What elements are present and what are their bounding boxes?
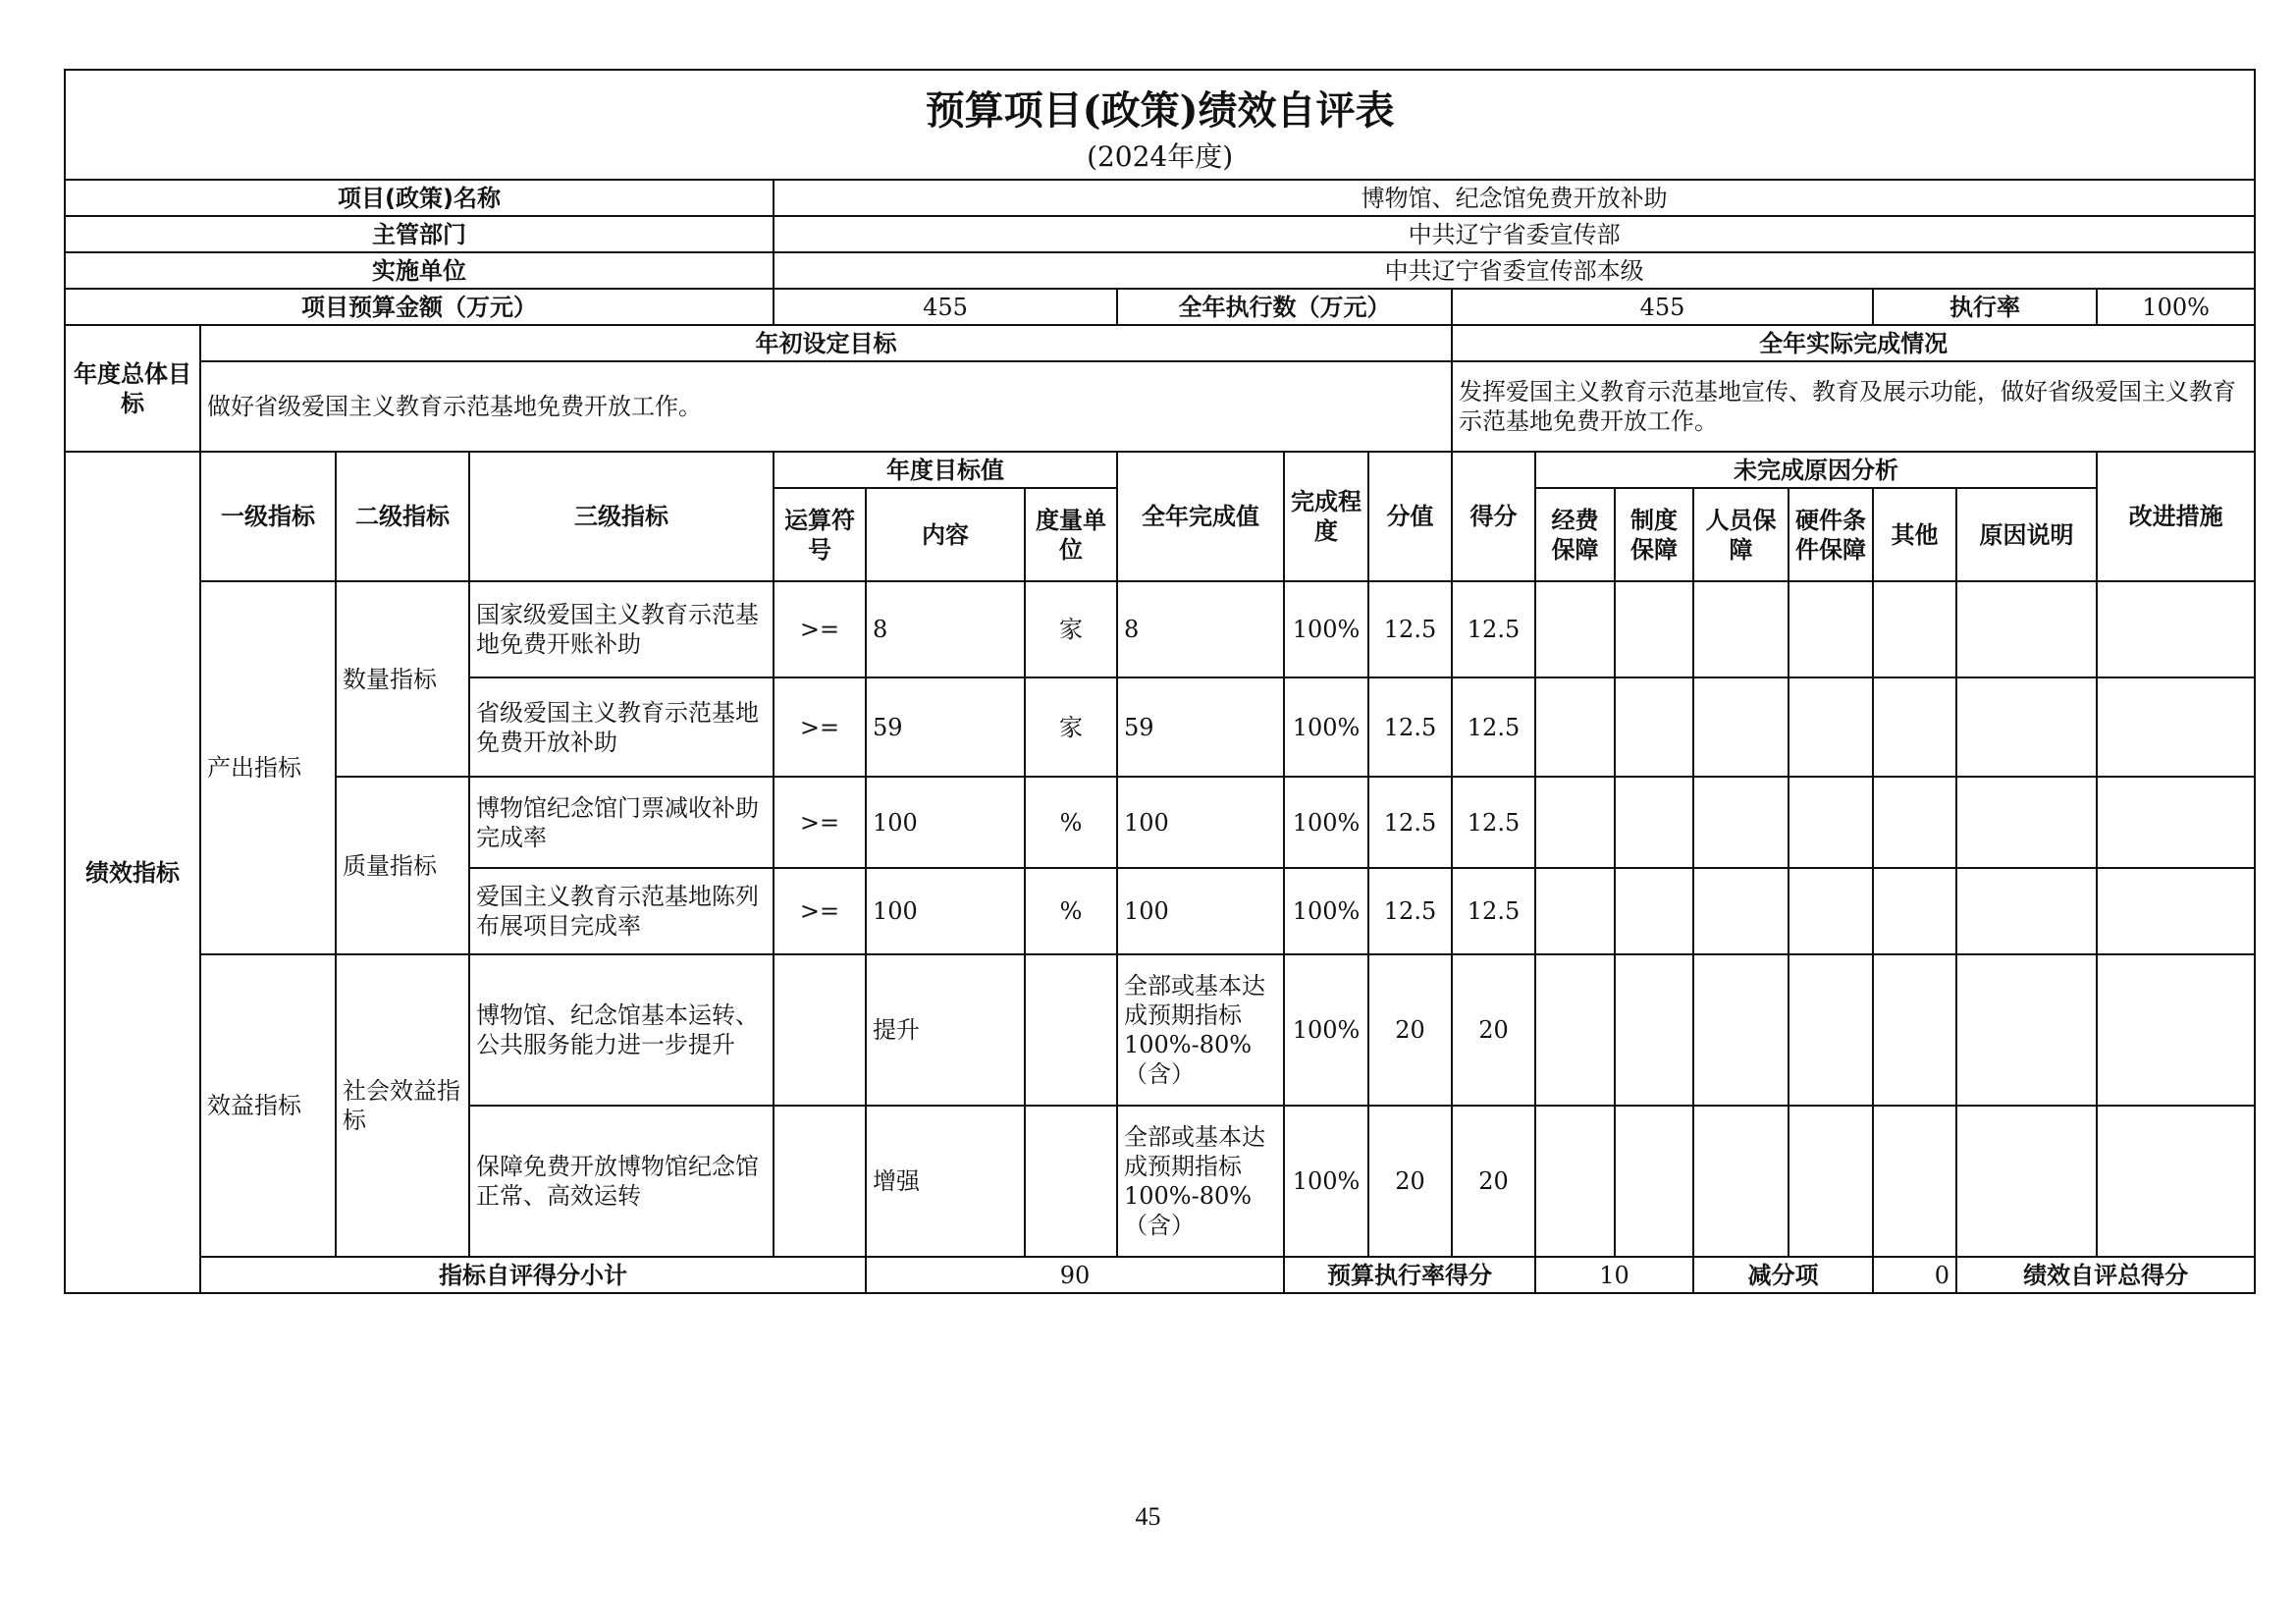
- subtotal-label: 指标自评得分小计: [200, 1257, 866, 1293]
- header-level3: 三级指标: [469, 452, 774, 581]
- reason-cell: [1789, 581, 1873, 677]
- reason-cell: [1789, 777, 1873, 868]
- indicator-name: 博物馆、纪念馆基本运转、公共服务能力进一步提升: [469, 954, 774, 1106]
- header-level1: 一级指标: [200, 452, 336, 581]
- header-level2: 二级指标: [336, 452, 469, 581]
- indicator-actual: 100: [1117, 868, 1284, 954]
- reason-cell: [1693, 677, 1789, 777]
- indicator-unit: %: [1025, 868, 1117, 954]
- reason-cell: [1615, 954, 1693, 1106]
- indicator-unit: 家: [1025, 581, 1117, 677]
- reason-cell: [1615, 1106, 1693, 1257]
- indicator-op: >=: [774, 868, 866, 954]
- page-year: (2024年度): [1087, 140, 1234, 173]
- unit-value: 中共辽宁省委宣传部本级: [774, 252, 2255, 289]
- indicator-got: 12.5: [1452, 581, 1535, 677]
- reason-cell: [1789, 1106, 1873, 1257]
- reason-cell: [1535, 868, 1615, 954]
- improve-cell: [2097, 1106, 2255, 1257]
- reason-cell: [1873, 868, 1956, 954]
- reason-cell: [1615, 581, 1693, 677]
- header-reason-other: 其他: [1873, 488, 1956, 581]
- indicator-unit: [1025, 954, 1117, 1106]
- header-degree: 完成程度: [1284, 452, 1368, 581]
- header-reason-staff: 人员保障: [1693, 488, 1789, 581]
- project-name-value: 博物馆、纪念馆免费开放补助: [774, 180, 2255, 216]
- indicator-degree: 100%: [1284, 954, 1368, 1106]
- reason-cell: [1535, 777, 1615, 868]
- indicator-degree: 100%: [1284, 1106, 1368, 1257]
- reason-cell: [1693, 868, 1789, 954]
- indicator-score: 12.5: [1368, 777, 1452, 868]
- indicator-op: >=: [774, 581, 866, 677]
- indicator-unit: [1025, 1106, 1117, 1257]
- improve-cell: [2097, 954, 2255, 1106]
- actual-goal-text: 发挥爱国主义教育示范基地宣传、教育及展示功能，做好省级爱国主义教育示范基地免费开放工作。: [1452, 361, 2255, 452]
- reason-cell: [1535, 581, 1615, 677]
- actual-goal-header: 全年实际完成情况: [1452, 325, 2255, 361]
- indicator-content: 100: [866, 868, 1025, 954]
- reason-cell: [1873, 1106, 1956, 1257]
- indicator-degree: 100%: [1284, 777, 1368, 868]
- indicator-op: >=: [774, 777, 866, 868]
- reason-cell: [1535, 954, 1615, 1106]
- indicator-content: 8: [866, 581, 1025, 677]
- goals-label: 年度总体目标: [65, 325, 200, 452]
- header-reason-fund: 经费保障: [1535, 488, 1615, 581]
- reason-cell: [1615, 868, 1693, 954]
- indicator-score: 12.5: [1368, 677, 1452, 777]
- improve-cell: [2097, 581, 2255, 677]
- indicator-op: [774, 954, 866, 1106]
- project-name-label: 项目(政策)名称: [65, 180, 774, 216]
- indicator-got: 12.5: [1452, 677, 1535, 777]
- indicator-name: 保障免费开放博物馆纪念馆正常、高效运转: [469, 1106, 774, 1257]
- indicator-got: 12.5: [1452, 777, 1535, 868]
- deduct-value: 0: [1873, 1257, 1956, 1293]
- header-got: 得分: [1452, 452, 1535, 581]
- improve-cell: [2097, 868, 2255, 954]
- indicator-unit: %: [1025, 777, 1117, 868]
- group-quality: 质量指标: [336, 777, 469, 954]
- unit-label: 实施单位: [65, 252, 774, 289]
- header-content: 内容: [866, 488, 1025, 581]
- indicator-got: 12.5: [1452, 868, 1535, 954]
- indicator-name: 爱国主义教育示范基地陈列布展项目完成率: [469, 868, 774, 954]
- indicator-score: 12.5: [1368, 581, 1452, 677]
- indicator-actual: 100: [1117, 777, 1284, 868]
- indicator-actual: 8: [1117, 581, 1284, 677]
- reason-cell: [1956, 868, 2097, 954]
- reason-cell: [1873, 677, 1956, 777]
- indicator-content: 100: [866, 777, 1025, 868]
- indicator-content: 59: [866, 677, 1025, 777]
- reason-cell: [1693, 777, 1789, 868]
- reason-cell: [1535, 1106, 1615, 1257]
- reason-cell: [1789, 954, 1873, 1106]
- reason-cell: [1535, 677, 1615, 777]
- title-block: [65, 70, 2255, 180]
- reason-cell: [1693, 954, 1789, 1106]
- indicator-name: 博物馆纪念馆门票减收补助完成率: [469, 777, 774, 868]
- exec-label: 全年执行数（万元）: [1117, 289, 1452, 325]
- budget-label: 项目预算金额（万元）: [65, 289, 774, 325]
- subtotal-value: 90: [866, 1257, 1284, 1293]
- indicator-score: 20: [1368, 954, 1452, 1106]
- indicator-content: 增强: [866, 1106, 1025, 1257]
- header-reason-hardware: 硬件条件保障: [1789, 488, 1873, 581]
- reason-cell: [1956, 1106, 2097, 1257]
- indicator-got: 20: [1452, 1106, 1535, 1257]
- indicator-content: 提升: [866, 954, 1025, 1106]
- reason-cell: [1789, 868, 1873, 954]
- indicator-unit: 家: [1025, 677, 1117, 777]
- deduct-label: 减分项: [1693, 1257, 1873, 1293]
- indicator-degree: 100%: [1284, 677, 1368, 777]
- indicator-actual: 全部或基本达成预期指标100%-80%（含）: [1117, 954, 1284, 1106]
- indicator-got: 20: [1452, 954, 1535, 1106]
- indicator-degree: 100%: [1284, 581, 1368, 677]
- page-title: 预算项目(政策)绩效自评表: [925, 87, 1395, 134]
- indicator-actual: 全部或基本达成预期指标100%-80%（含）: [1117, 1106, 1284, 1257]
- group-quantity: 数量指标: [336, 581, 469, 777]
- reason-cell: [1789, 677, 1873, 777]
- evaluation-table: [64, 69, 2256, 1294]
- reason-cell: [1956, 677, 2097, 777]
- indicator-score: 20: [1368, 1106, 1452, 1257]
- improve-cell: [2097, 677, 2255, 777]
- reason-cell: [1873, 954, 1956, 1106]
- reason-cell: [1615, 777, 1693, 868]
- initial-goal-header: 年初设定目标: [200, 325, 1452, 361]
- reason-cell: [1693, 1106, 1789, 1257]
- exec-score-label: 预算执行率得分: [1284, 1257, 1535, 1293]
- header-op: 运算符号: [774, 488, 866, 581]
- indicator-name: 国家级爱国主义教育示范基地免费开账补助: [469, 581, 774, 677]
- indicator-degree: 100%: [1284, 868, 1368, 954]
- initial-goal-text: 做好省级爱国主义教育示范基地免费开放工作。: [200, 361, 1452, 452]
- header-target-group: 年度目标值: [774, 452, 1117, 488]
- group-output: 产出指标: [200, 581, 336, 954]
- header-reason-system: 制度保障: [1615, 488, 1693, 581]
- indicator-score: 12.5: [1368, 868, 1452, 954]
- page-number: 45: [1135, 1502, 1161, 1531]
- group-benefit: 效益指标: [200, 954, 336, 1257]
- improve-cell: [2097, 777, 2255, 868]
- reason-cell: [1873, 581, 1956, 677]
- indicator-actual: 59: [1117, 677, 1284, 777]
- header-reason-group: 未完成原因分析: [1535, 452, 2097, 488]
- dept-value: 中共辽宁省委宣传部: [774, 216, 2255, 252]
- evaluation-form: [64, 69, 2254, 1294]
- indicators-section-label: 绩效指标: [65, 452, 200, 1293]
- rate-label: 执行率: [1873, 289, 2097, 325]
- header-reason-note: 原因说明: [1956, 488, 2097, 581]
- total-label: 绩效自评总得分: [1956, 1257, 2255, 1293]
- reason-cell: [1873, 777, 1956, 868]
- indicator-op: [774, 1106, 866, 1257]
- reason-cell: [1693, 581, 1789, 677]
- header-improve: 改进措施: [2097, 452, 2255, 581]
- reason-cell: [1956, 581, 2097, 677]
- header-score: 分值: [1368, 452, 1452, 581]
- dept-label: 主管部门: [65, 216, 774, 252]
- exec-score-value: 10: [1535, 1257, 1693, 1293]
- rate-value: 100%: [2097, 289, 2255, 325]
- reason-cell: [1615, 677, 1693, 777]
- header-actual: 全年完成值: [1117, 452, 1284, 581]
- budget-value: 455: [774, 289, 1117, 325]
- group-social: 社会效益指标: [336, 954, 469, 1257]
- header-unit: 度量单位: [1025, 488, 1117, 581]
- indicator-name: 省级爱国主义教育示范基地免费开放补助: [469, 677, 774, 777]
- indicator-op: >=: [774, 677, 866, 777]
- exec-value: 455: [1452, 289, 1873, 325]
- reason-cell: [1956, 954, 2097, 1106]
- reason-cell: [1956, 777, 2097, 868]
